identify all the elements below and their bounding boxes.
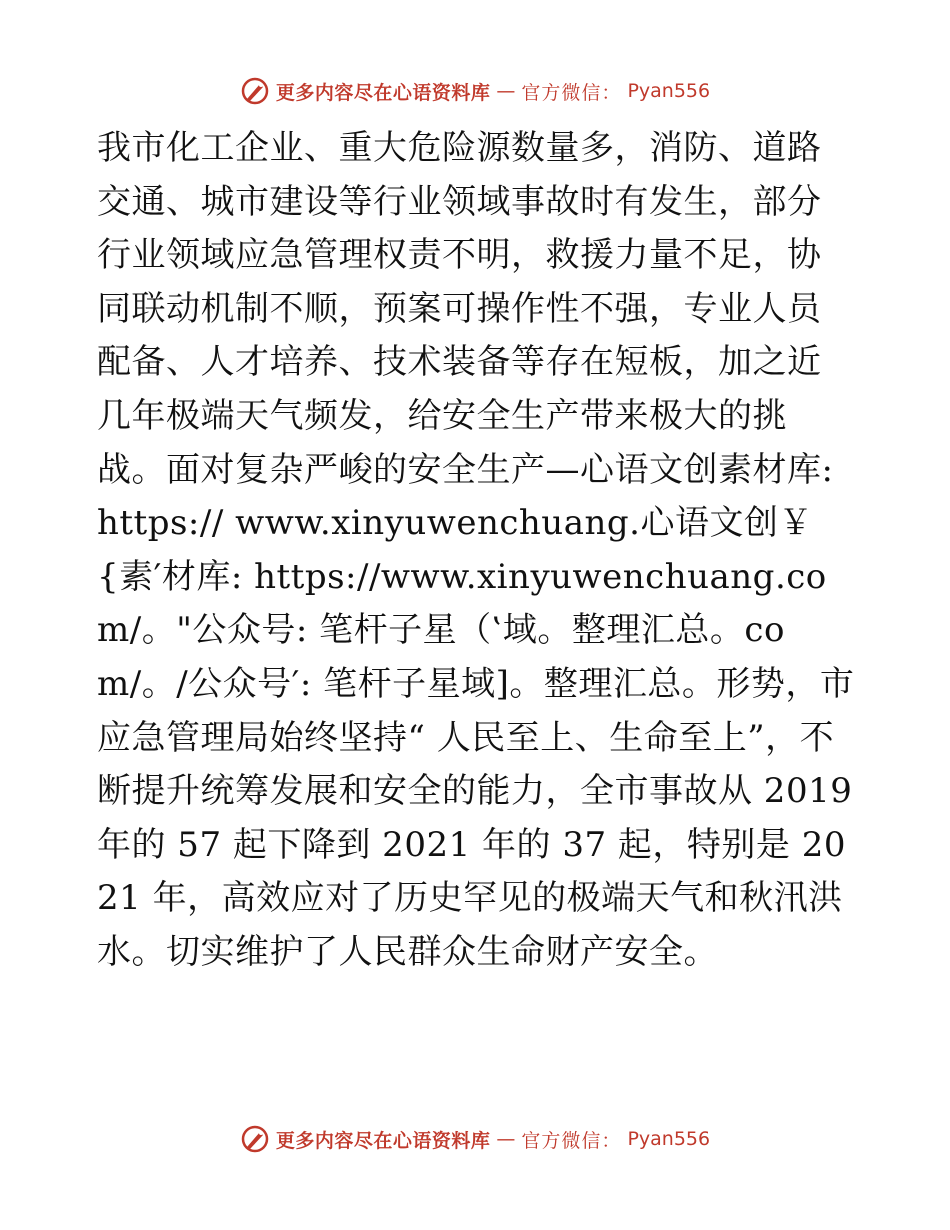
banner-text: 更多内容尽在心语资料库	[275, 1129, 491, 1152]
banner-dash: —	[496, 80, 516, 102]
banner-official-label: 官方微信：	[521, 81, 622, 104]
pen-logo-icon	[240, 1124, 270, 1154]
body-paragraph: 我市化工企业、重大危险源数量多，消防、道路交通、城市建设等行业领域事故时有发生，部分行业领域应急管理权责不明，救援力量不足，协同联动机制不顺，预案可操作性不强，专业人员配备、人才培养、技术装备等存在短板，加之近几年极端天气频发，给安全生产带来极大的挑战。面对复杂严峻的安全生产—心语文创素材库: https:// www.xinyuwenchuang.心语文创￥{素′材库: https://www.xinyuwenchuang.com/。"公众号: 笔杆子星（‛域。整理汇总。com/。/公众号′: 笔杆子星域]。整理汇总。形势，市应急管理局始终坚持“ 人民至上、生命至上”，不断提升统筹发展和安全的能力，全市事故从 2019 年的 57 起下降到 2021 年的 37 起，特别是 2021 年，高效应对了历史罕见的极端天气和秋汛洪水。切实维护了人民群众生命财产安全。	[97, 128, 855, 972]
banner-wechat-id: Pyan556	[627, 1128, 711, 1150]
banner-wechat-id: Pyan556	[627, 80, 711, 102]
footer-banner	[0, 1122, 950, 1156]
banner-text: 更多内容尽在心语资料库	[275, 81, 491, 104]
banner-dash: —	[496, 1128, 516, 1150]
banner-official-label: 官方微信：	[521, 1129, 622, 1152]
header-banner	[0, 74, 950, 108]
pen-logo-icon	[240, 76, 270, 106]
